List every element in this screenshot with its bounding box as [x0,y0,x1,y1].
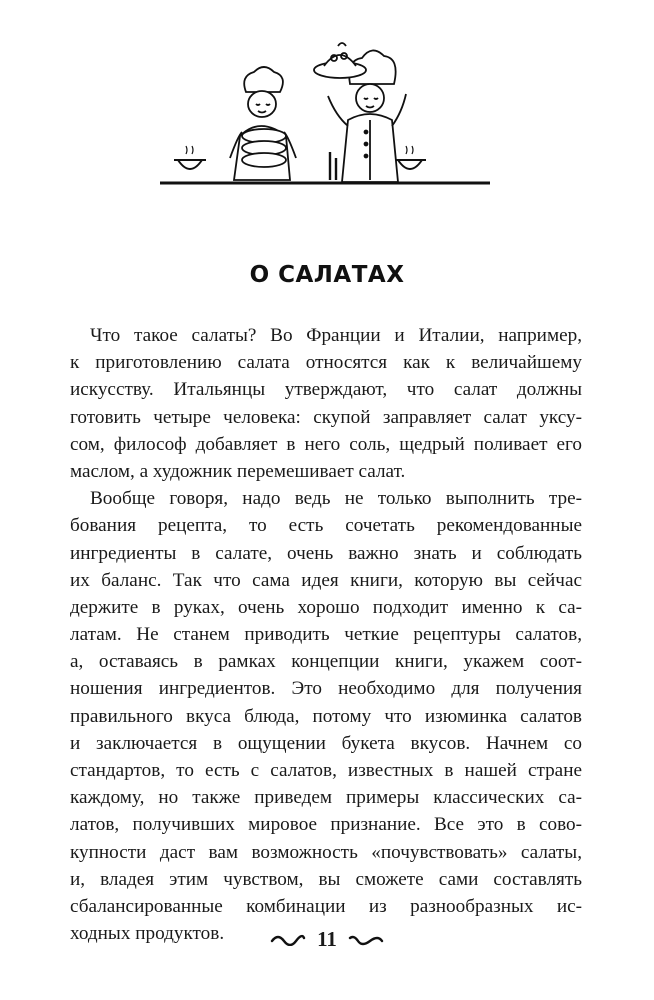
text-line: ходных продуктов. [70,923,225,945]
text-line: сбалансированные комбинации из разнообразных ис- [70,895,582,917]
text-line: держите в руках, очень хорошо подходит именно к са- [70,596,582,618]
paragraph [70,322,582,485]
text-line: искусству. Итальянцы утверждают, что салат должны [70,379,582,401]
paragraph [70,485,582,947]
text-line: к приготовлению салата относятся как к величайшему [70,352,582,374]
text-line: и, владея этим чувством, вы сможете сами составлять [70,868,582,890]
text-line: Вообще говоря, надо ведь не только выполнить тре- [90,488,582,510]
text-line: ношения ингредиентов. Это необходимо для получения [70,678,582,700]
body-text [70,322,582,947]
text-line: купности даст вам возможность «почувствовать» салаты, [70,841,582,863]
page-number: 11 [317,926,337,951]
chef-figure-icon [314,43,406,182]
chef-figure-icon [230,67,296,180]
text-line: правильного вкуса блюда, потому что изюминка салатов [70,705,582,727]
bowl-icon [394,146,426,169]
text-line: латов, получивших мировое признание. Все это в сово- [70,814,582,836]
chefs-illustration [160,40,490,190]
text-line: ингредиенты в салате, очень важно знать и соблюдать [70,542,582,564]
wave-ornament-icon [348,932,384,946]
text-line: их баланс. Так что сама идея книги, которую вы сейчас [70,569,582,591]
text-line: и заключается в ощущении букета вкусов. Начнем со [70,732,582,754]
wave-ornament-icon [270,932,306,946]
text-line: латам. Не станем приводить четкие рецептуры салатов, [70,624,582,646]
chefs-illustration-icon [160,40,490,190]
page-footer [0,925,654,952]
text-line: а, оставаясь в рамках концепции книги, укажем соот- [70,651,582,673]
text-line: маслом, а художник перемешивает салат. [70,460,406,482]
text-line: готовить четыре человека: скупой заправляет салат уксу- [70,406,582,428]
text-line: Что такое салаты? Во Франции и Италии, например, [90,325,582,346]
page-title: О САЛАТАХ [249,262,405,288]
bowl-icon [174,146,206,169]
text-line: стандартов, то есть с салатов, известных в нашей стране [70,760,582,781]
text-line: каждому, но также приведем примеры классических са- [70,787,582,809]
text-line: бования рецепта, то есть сочетать рекомендованные [70,515,582,537]
text-line: сом, философ добавляет в него соль, щедрый поливает его [70,433,582,455]
